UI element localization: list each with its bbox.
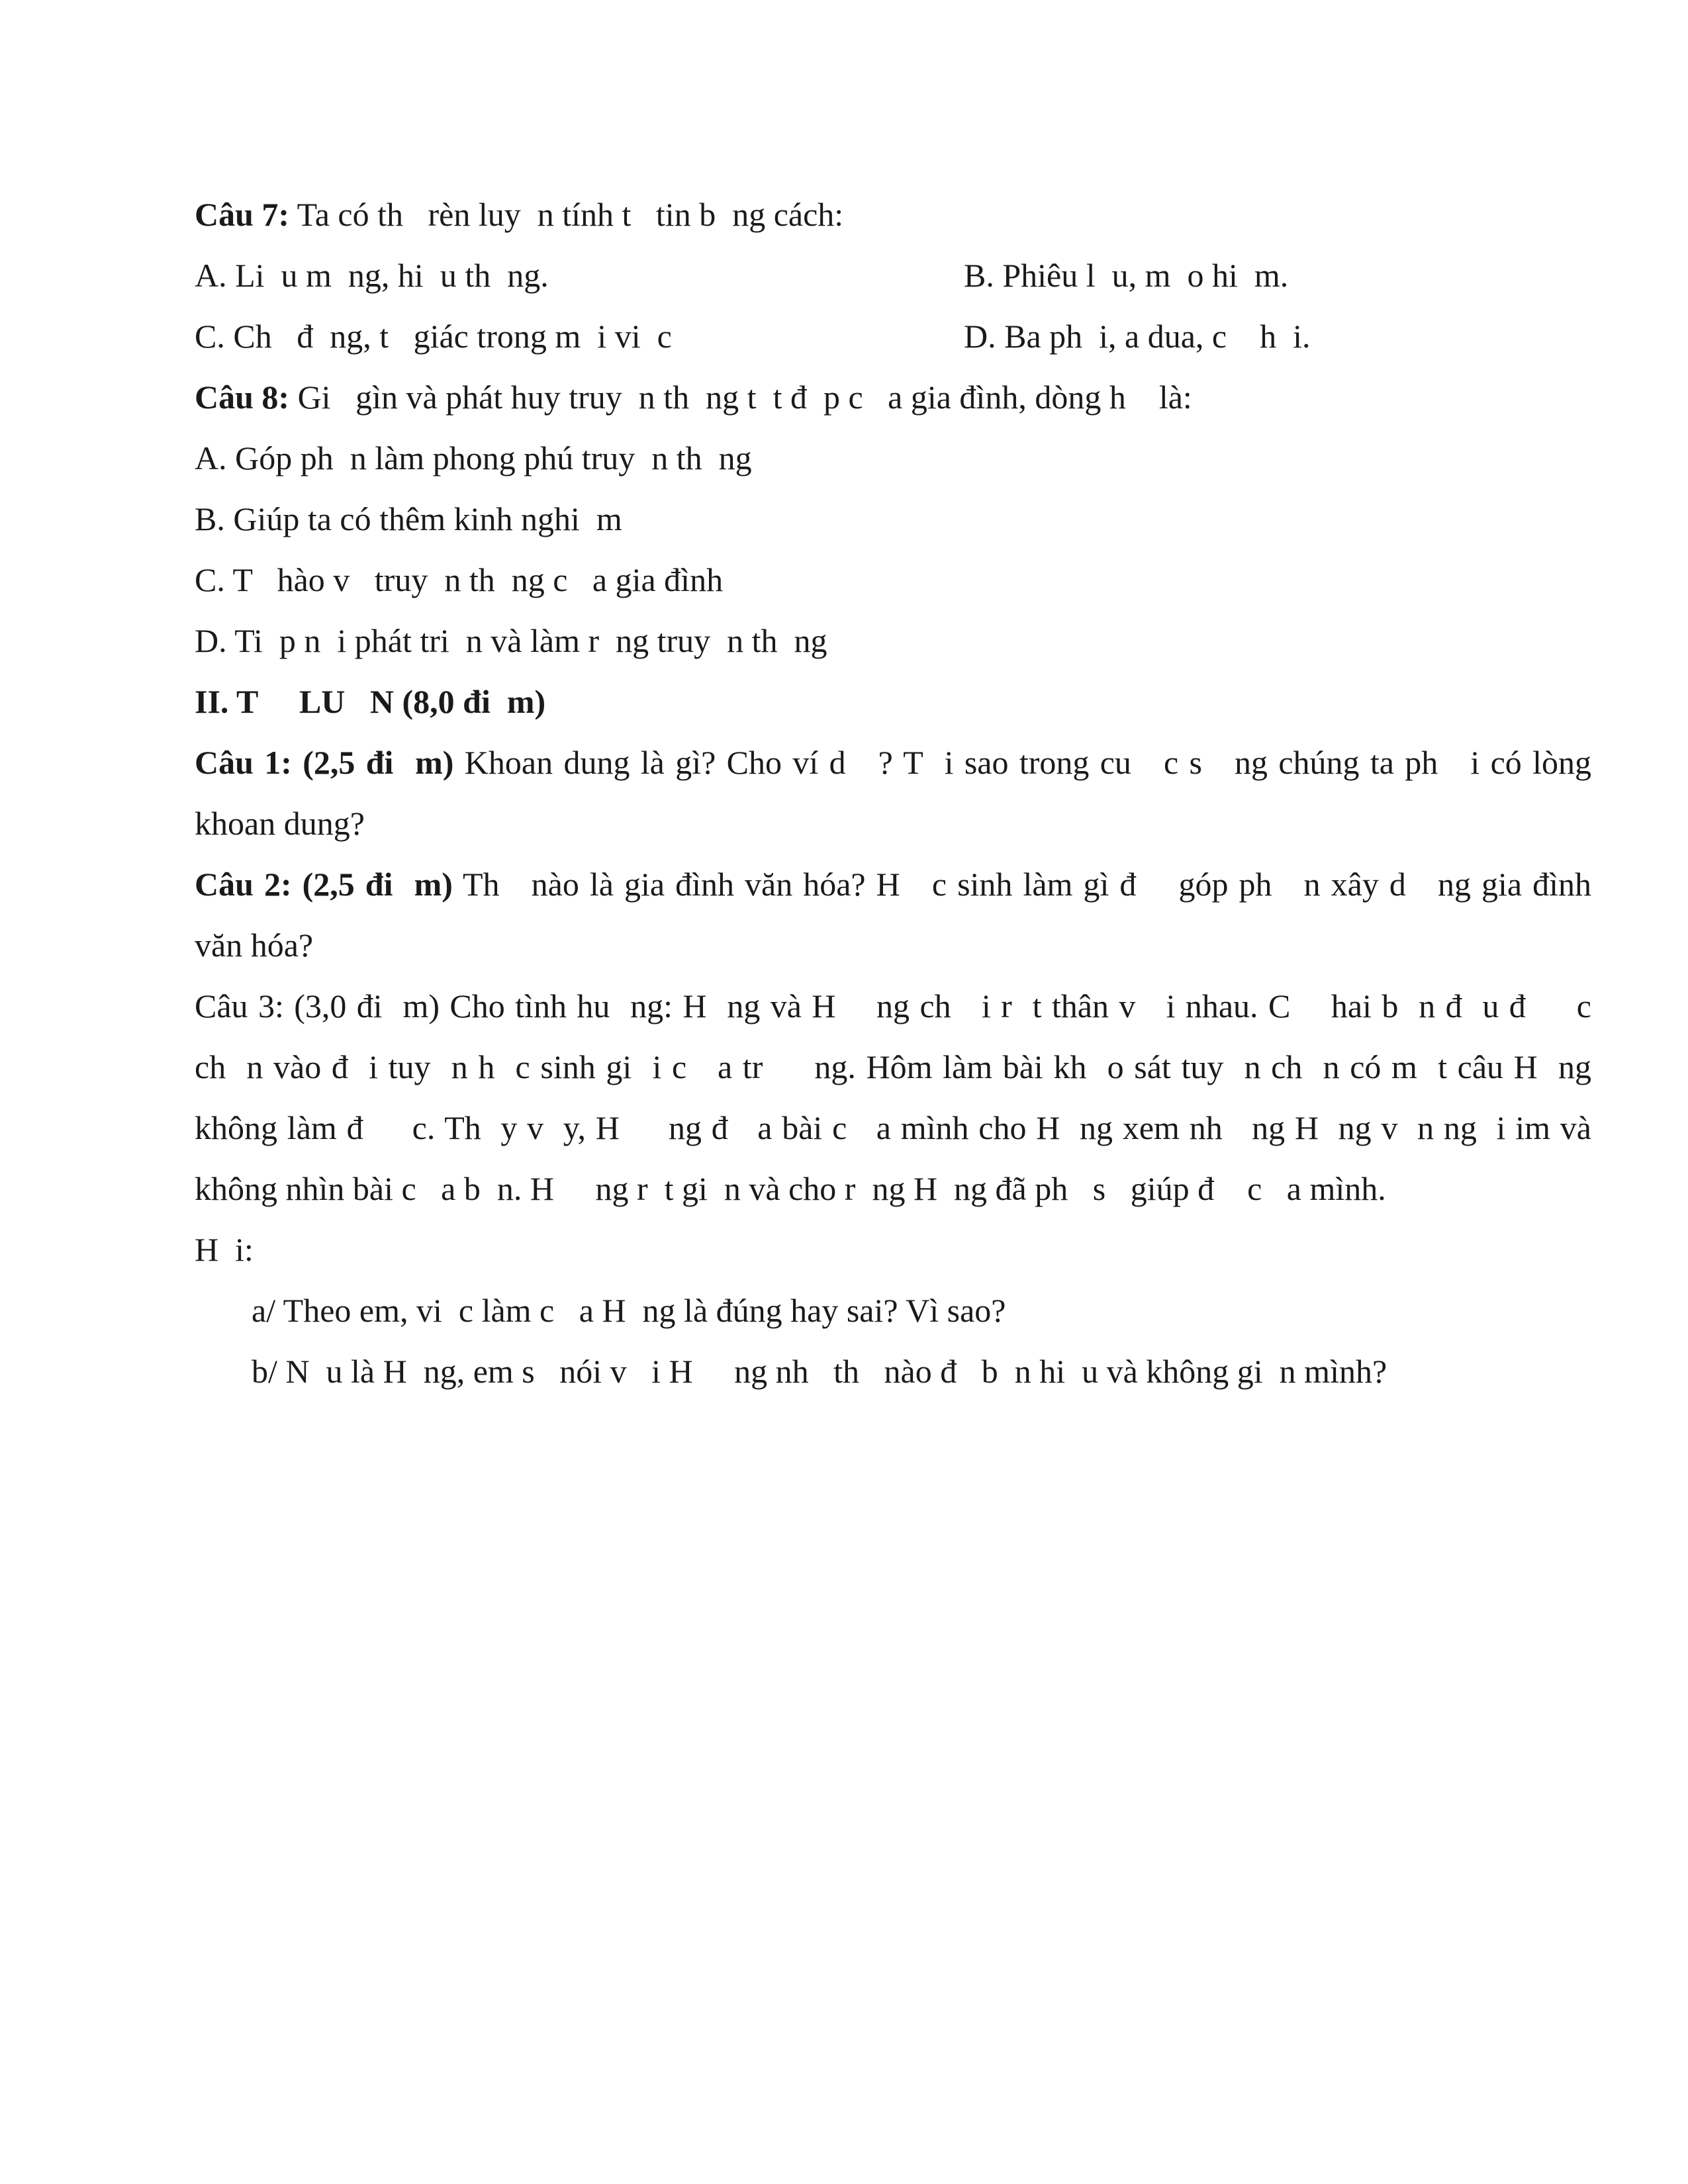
question-8-option-a: A. Góp ph n làm phong phú truy n th ng [195,439,752,477]
question-7-label: Câu 7: [195,196,290,233]
question-8-option-b: B. Giúp ta có thêm kinh nghi m [195,500,622,537]
question-7 [195,195,1591,234]
question-8 [195,377,1591,417]
essay-question-2-line-1 [195,864,1591,904]
question-8-option-d: D. Ti p n i phát tri n và làm r ng truy n th ng [195,622,827,659]
question-8-text: Gi gìn và phát huy truy n th ng t t đ p c a gia đình, dòng h là: [289,379,1192,416]
question-7-option-b: B. Phiêu l u, m o hi m. [964,257,1289,294]
question-8-label: Câu 8: [195,379,290,416]
essay-question-3-line-1: Câu 3: (3,0 đi m) Cho tình hu ng: H ng và H ng ch i r t thân v i nhau. C hai b n đ u đ c [195,987,1591,1024]
essay-question-3-ask: H i: [195,1231,254,1268]
question-8-option-c: C. T hào v truy n th ng c a gia đình [195,561,724,598]
essay-question-1-line-2: khoan dung? [195,805,365,842]
essay-question-1-label: Câu 1: (2,5 đi m) [195,744,454,781]
question-7-option-d: D. Ba ph i, a dua, c h i. [964,318,1311,355]
essay-question-3-line-2: ch n vào đ i tuy n h c sinh gi i c a tr ng. Hôm làm bài kh o sát tuy n ch n có m t câu H ng [195,1048,1591,1085]
question-7-options-row-2 [195,316,1591,356]
essay-question-2-label: Câu 2: (2,5 đi m) [195,866,453,903]
question-7-option-a: A. Li u m ng, hi u th ng. [195,257,549,294]
essay-question-3-line-4: không nhìn bài c a b n. H ng r t gi n và cho r ng H ng đã ph s giúp đ c a mình. [195,1170,1386,1207]
essay-question-3-part-a: a/ Theo em, vi c làm c a H ng là đúng hay sai? Vì sao? [252,1292,1006,1329]
essay-question-3-part-b: b/ N u là H ng, em s nói v i H ng nh th nào đ b n hi u và không gi n mình? [252,1353,1387,1390]
question-7-option-c: C. Ch đ ng, t giác trong m i vi c [195,318,672,355]
question-7-text: Ta có th rèn luy n tính t tin b ng cách: [289,196,844,233]
essay-question-3-line-3: không làm đ c. Th y v y, H ng đ a bài c a mình cho H ng xem nh ng H ng v n ng i im và [195,1109,1591,1146]
essay-question-1-line-1 [195,743,1591,782]
essay-question-2-text: Th nào là gia đình văn hóa? H c sinh làm gì đ góp ph n xây d ng gia đình [452,866,1592,903]
essay-question-1-text: Khoan dung là gì? Cho ví d ? T i sao trong cu c s ng chúng ta ph i có lòng [453,744,1591,781]
essay-question-2-line-2: văn hóa? [195,927,314,964]
section-heading: II. T LU N (8,0 đi m) [195,683,546,720]
question-7-options-row-1 [195,255,1591,295]
